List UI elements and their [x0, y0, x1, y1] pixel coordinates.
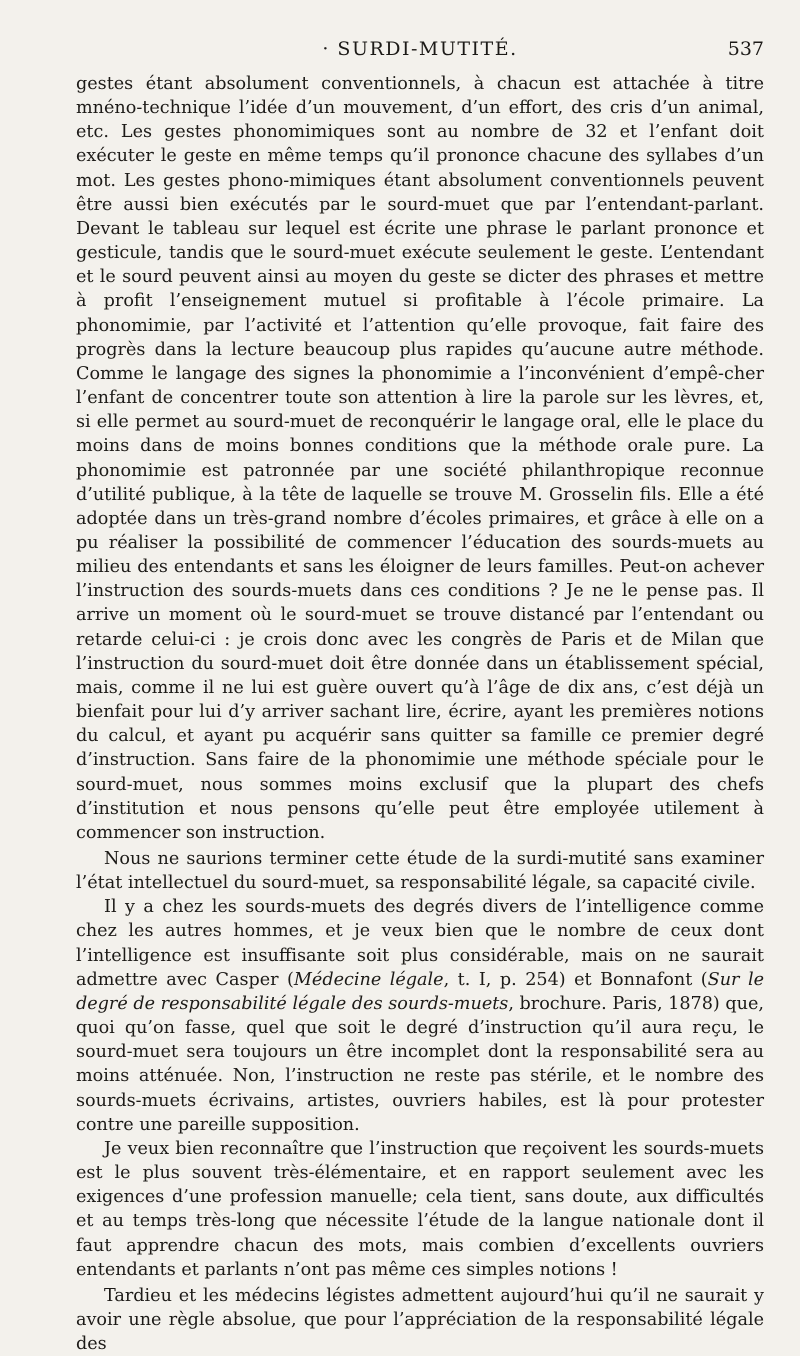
citation-title: Sur le degré de responsabilité légale des sourds-muets: [76, 969, 764, 1014]
paragraph-phonomimie: gestes étant absolument conventionnels, à chacun est attachée à titre mnéno-technique l’idée d’un mouvement, d’un effort, des cris d’un animal, etc. Les gestes phonomimiques sont au nombre de 32 et l’enfant doit exécuter le geste en même temps qu’il prononce chacune des syllabes d’un mot. Les gestes phono-mimiques étant absolument conventionnels peuvent être aussi bien exécutés par le sourd-muet que par l’entendant-parlant. Devant le tableau sur lequel est écrite une phrase le parlant prononce et gesticule, tandis que le sourd-muet exécute seulement le geste. L’entendant et le sourd peuvent ainsi au moyen du geste se dicter des phrases et mettre à profit l’enseignement mutuel si profitable à l’école primaire. La phonomimie, par l’activité et l’attention qu’elle provoque, fait faire des progrès dans la lecture beaucoup plus rapides qu’aucune autre méthode. Comme le langage des signes la phonomimie a l’inconvénient d’empê-cher l’enfant de concentrer toute son attention à lire la parole sur les lèvres, et, si elle permet au sourd-muet de reconquérir le langage oral, elle le place du moins dans de moins bonnes conditions que la méthode orale pure. La phonomimie est patronnée par une société philanthropique reconnue d’utilité publique, à la tête de laquelle se trouve M. Grosselin fils. Elle a été adoptée dans un très-grand nombre d’écoles primaires, et grâce à elle on a pu réaliser la possibilité de commencer l’éducation des sourds-muets au milieu des entendants et sans les éloigner de leurs familles. Peut-on achever l’instruction des sourds-muets dans ces conditions ? Je ne le pense pas. Il arrive un moment où le sourd-muet se trouve distancé par l’entendant ou retarde celui-ci : je crois donc avec les congrès de Paris et de Milan que l’instruction du sourd-muet doit être donnée dans un établissement spécial, mais, comme il ne lui est guère ouvert qu’à l’âge de dix ans, c’est déjà un bienfait pour lui d’y arriver sachant lire, écrire, ayant les premières notions du calcul, et ayant pu acquérir sans quitter sa famille ce premier degré d’instruction. Sans faire de la phonomimie une méthode spéciale pour le sourd-muet, nous sommes moins exclusif que la plupart des chefs d’institution et nous pensons qu’elle peut être employée utilement à commencer son instruction.: [76, 74, 764, 843]
running-head: [76, 36, 764, 66]
paragraph-degres-intelligence: [76, 895, 764, 1137]
text-run: , brochure. Paris, 1878) que, quoi qu’on fasse, quel que soit le degré d’instruction qu’il aura reçu, le sourd-muet sera toujours un être incomplet dont la responsabilité sera au moins atténuée. Non, l’instruction ne reste pas stérile, et le nombre des sourds-muets écrivains, artistes, ouvriers habiles, est là pour protester contre une pareille supposition.: [76, 993, 764, 1135]
running-title: · SURDI-MUTITÉ.: [322, 38, 518, 60]
text-run: , t. I, p. 254) et Bonnafont (: [443, 969, 708, 990]
text-run: Il y a chez les sourds-muets des degrés divers de l’intelligence comme chez les autres hommes, et je veux bien que le nombre de ceux dont l’intelligence est insuffisante soit plus considérable, mais on ne saurait admettre avec Casper (: [76, 897, 764, 990]
citation-title: Médecine légale: [293, 969, 444, 990]
body-text: [76, 72, 764, 1356]
page-number: 537: [727, 38, 764, 60]
paragraph-instruction-elementaire: Je veux bien reconnaître que l’instruction que reçoivent les sourds-muets est le plus souvent très-élémentaire, et en rapport seulement avec les exigences d’une profession manuelle; cela tient, sans doute, aux difficultés et au temps très-long que nécessite l’étude de la langue nationale dont il faut apprendre chacun des mots, mais combien d’excellents ouvriers entendants et parlants n’ont pas même ces simples notions !: [76, 1138, 764, 1280]
paragraph-etat-intellectuel: Nous ne saurions terminer cette étude de la surdi-mutité sans examiner l’état intellectuel du sourd-muet, sa responsabilité légale, sa capacité civile.: [76, 849, 764, 894]
paragraph-tardieu: Tardieu et les médecins légistes admettent aujourd’hui qu’il ne saurait y avoir une règle absolue, que pour l’appréciation de la responsabilité légale des: [76, 1285, 764, 1355]
